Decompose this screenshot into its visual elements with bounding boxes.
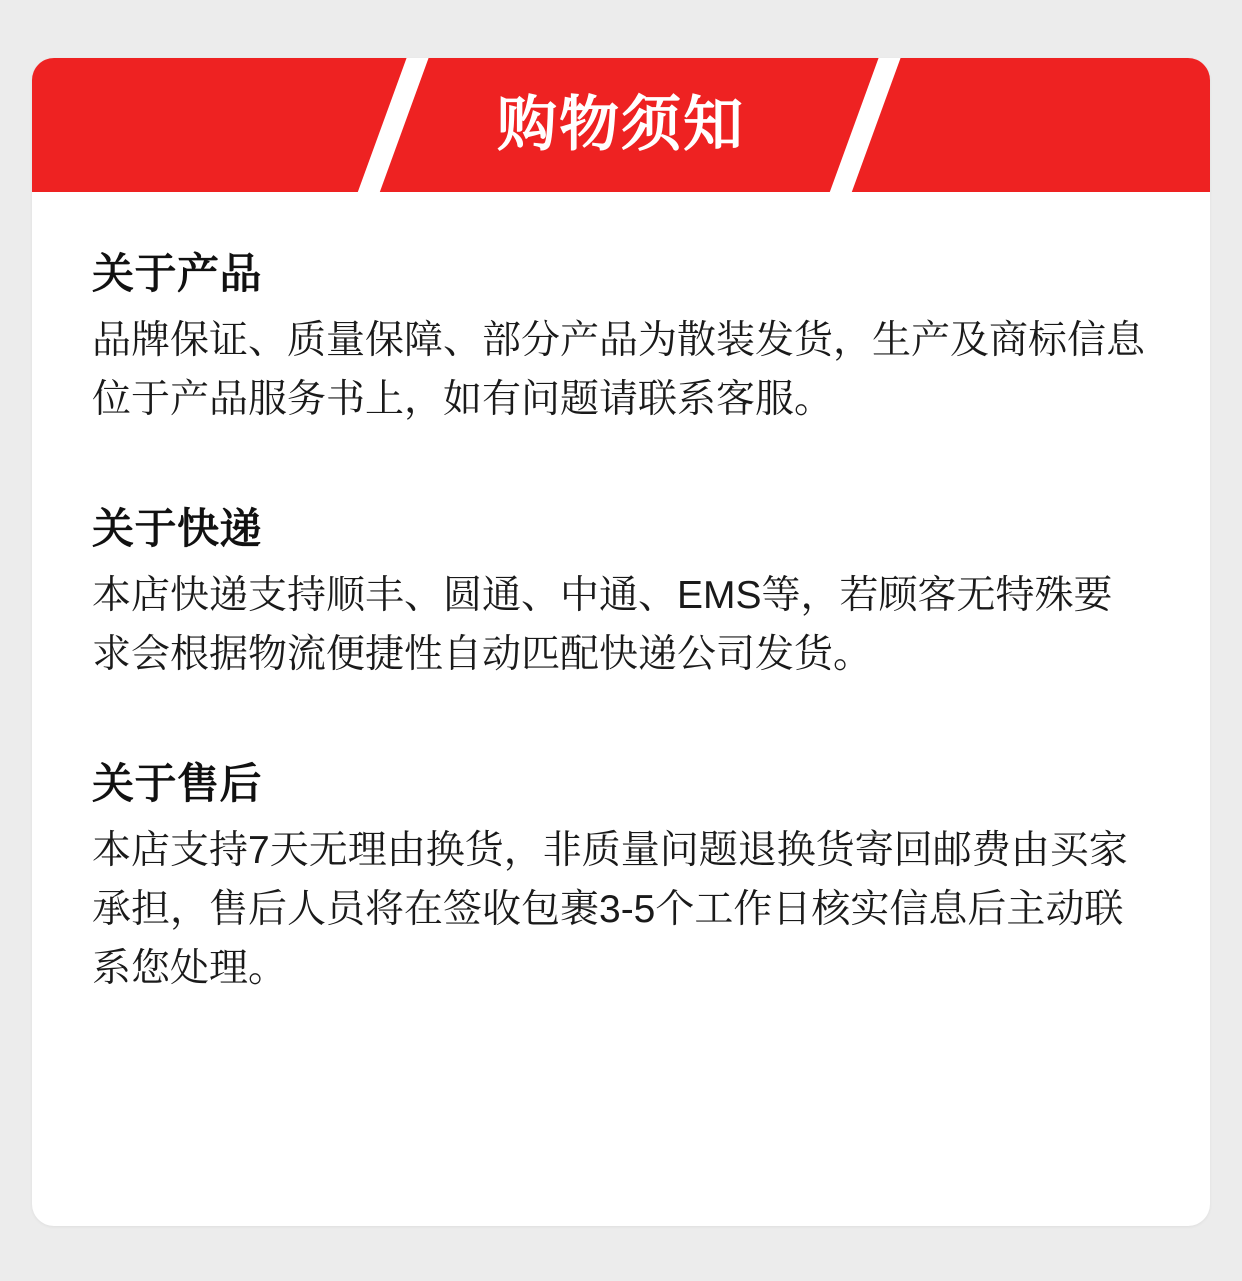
page-title: 购物须知: [497, 91, 745, 158]
section-about-product: [92, 248, 1150, 429]
section-title-after-sales: 关于售后: [92, 760, 263, 808]
notice-content: [32, 192, 1210, 998]
section-body-after-sales: 本店支持7天无理由换货，非质量问题退换货寄回邮费由买家承担，售后人员将在签收包裹3-5个工作日核实信息后主动联系您处理。: [92, 828, 1128, 991]
shopping-notice-card: [32, 58, 1210, 1226]
section-title-about-shipping: 关于快递: [92, 505, 263, 553]
banner-header: [32, 58, 1210, 192]
section-title-about-product: 关于产品: [92, 250, 263, 297]
section-after-sales: [92, 758, 1150, 998]
section-body-about-product: 品牌保证、质量保障、部分产品为散装发货，生产及商标信息位于产品服务书上，如有问题请联系客服。: [92, 318, 1146, 421]
section-about-shipping: [92, 503, 1150, 684]
section-body-about-shipping: 本店快递支持顺丰、圆通、中通、EMS等，若顾客无特殊要求会根据物流便捷性自动匹配快递公司发货。: [92, 573, 1113, 676]
